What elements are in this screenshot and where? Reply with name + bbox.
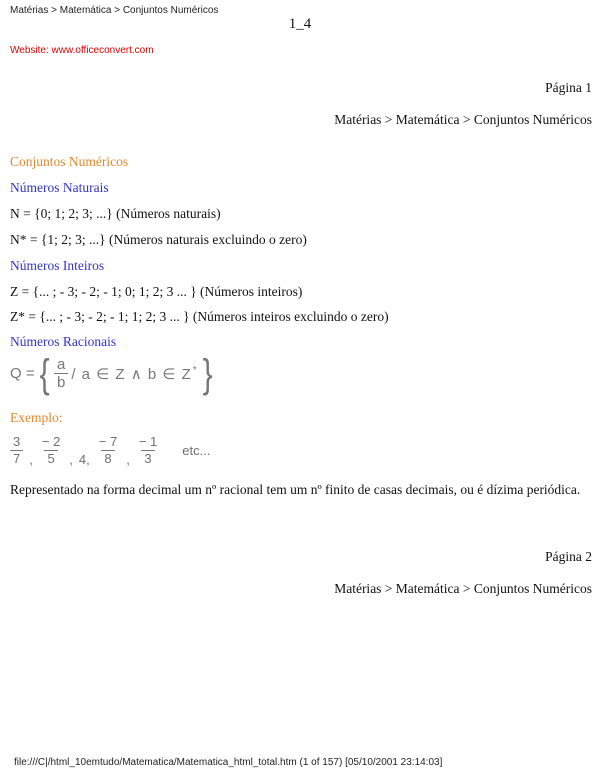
fraction-numerator: − 2 [41, 434, 61, 449]
fraction-minus7-8 [96, 434, 120, 466]
page2-label: Página 2 [545, 549, 592, 564]
fraction-3-7 [10, 434, 23, 466]
heading-numeros-inteiros: Números Inteiros [10, 258, 105, 273]
whole-number-4: 4, [78, 452, 90, 468]
fraction-numerator: − 7 [98, 434, 118, 449]
page-marker: 1_4 [288, 16, 312, 32]
heading-numeros-racionais: Números Racionais [10, 334, 117, 349]
formula-condition-text: / a ∈ Z ∧ b ∈ Z [71, 365, 192, 383]
inteiros-line-2: Z* = {... ; - 3; - 2; - 1; 1; 2; 3 ... } (Números inteiros excluindo o zero) [10, 309, 389, 324]
formula-superscript-star: * [192, 364, 198, 376]
formula-condition [71, 365, 197, 383]
fraction-minus2-5 [39, 434, 63, 466]
breadcrumb-top: Matérias > Matemática > Conjuntos Numéricos [10, 5, 219, 16]
formula-lhs: Q = [10, 365, 35, 383]
comma-separator: , [126, 452, 130, 468]
section-title-conjuntos-numericos: Conjuntos Numéricos [10, 154, 129, 169]
heading-numeros-naturais: Números Naturais [10, 180, 109, 195]
fraction-denominator: 8 [101, 450, 114, 467]
rational-decimal-paragraph: Representado na forma decimal um nº racional tem um nº finito de casas decimais, ou é dízima periódica. [10, 482, 581, 497]
page2-breadcrumb: Matérias > Matemática > Conjuntos Numéricos [334, 581, 592, 596]
racionais-formula [10, 351, 214, 396]
naturais-line-2: N* = {1; 2; 3; ...} (Números naturais excluindo o zero) [10, 232, 307, 247]
page1-label: Página 1 [545, 80, 592, 95]
inteiros-line-1: Z = {... ; - 3; - 2; - 1; 0; 1; 2; 3 ... } (Números inteiros) [10, 284, 303, 299]
example-fractions [10, 434, 210, 466]
fraction-denominator: 5 [44, 450, 57, 467]
fraction-minus1-3 [136, 434, 160, 466]
website-link[interactable]: Website: www.officeconvert.com [10, 45, 154, 56]
naturais-line-1: N = {0; 1; 2; 3; ...} (Números naturais) [10, 206, 221, 221]
formula-denominator: b [54, 373, 68, 391]
footer-file-path: file:///C|/html_10emtudo/Matematica/Matematica_html_total.htm (1 of 157) [05/10/2001 23:14:03] [14, 757, 443, 768]
formula-numerator: a [56, 356, 66, 373]
formula-fraction [54, 356, 68, 392]
page1-breadcrumb: Matérias > Matemática > Conjuntos Numéricos [334, 112, 592, 127]
formula-left-brace: { [39, 351, 50, 396]
etc-label: etc... [182, 442, 211, 458]
comma-separator: , [29, 452, 33, 468]
fraction-denominator: 3 [141, 450, 154, 467]
fraction-numerator: − 1 [138, 434, 158, 449]
fraction-denominator: 7 [10, 450, 23, 467]
exemplo-label: Exemplo: [10, 410, 63, 425]
fraction-numerator: 3 [13, 434, 21, 449]
formula-right-brace: } [202, 351, 213, 396]
comma-separator: , [69, 452, 73, 468]
